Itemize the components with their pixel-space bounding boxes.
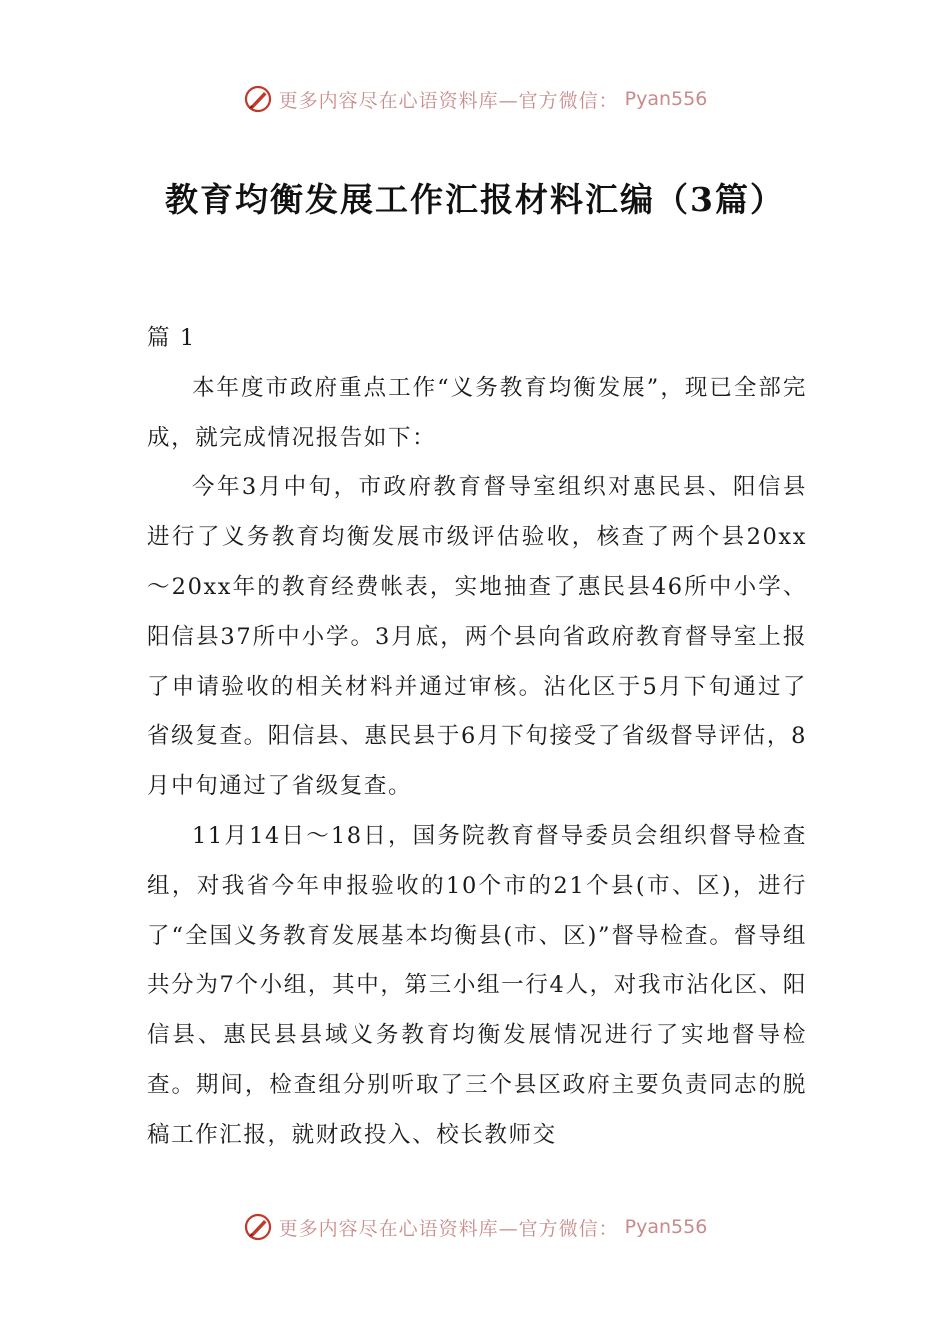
section-label: 篇 1 [147, 325, 196, 351]
header-watermark [0, 84, 950, 114]
footer-watermark [0, 1212, 950, 1242]
watermark-text: 更多内容尽在心语资料库—官方微信： [278, 1217, 619, 1240]
watermark-wechat-id: Pyan556 [624, 88, 708, 110]
document-body [147, 314, 807, 1161]
watermark-text: 更多内容尽在心语资料库—官方微信： [278, 89, 619, 112]
document-title: 教育均衡发展工作汇报材料汇编（3篇） [165, 180, 785, 219]
paragraph: 本年度市政府重点工作“义务教育均衡发展”，现已全部完成，就完成情况报告如下： [147, 374, 807, 451]
pen-logo-icon [243, 84, 273, 114]
watermark-wechat-id: Pyan556 [624, 1216, 708, 1238]
paragraph: 今年3月中旬，市政府教育督导室组织对惠民县、阳信县进行了义务教育均衡发展市级评估验收，核查了两个县20xx～20xx年的教育经费帐表，实地抽查了惠民县46所中小学、阳信县37所中小学。3月底，两个县向省政府教育督导室上报了申请验收的相关材料并通过审核。沾化区于5月下旬通过了省级复查。阳信县、惠民县于6月下旬接受了省级督导评估，8月中旬通过了省级复查。 [147, 474, 807, 800]
paragraph: 11月14日～18日，国务院教育督导委员会组织督导检查组，对我省今年申报验收的10个市的21个县(市、区)，进行了“全国义务教育发展基本均衡县(市、区)”督导检查。督导组共分为7个小组，其中，第三小组一行4人，对我市沾化区、阳信县、惠民县县域义务教育均衡发展情况进行了实地督导检查。期间，检查组分别听取了三个县区政府主要负责同志的脱稿工作汇报，就财政投入、校长教师交 [147, 822, 807, 1148]
pen-logo-icon [243, 1212, 273, 1242]
